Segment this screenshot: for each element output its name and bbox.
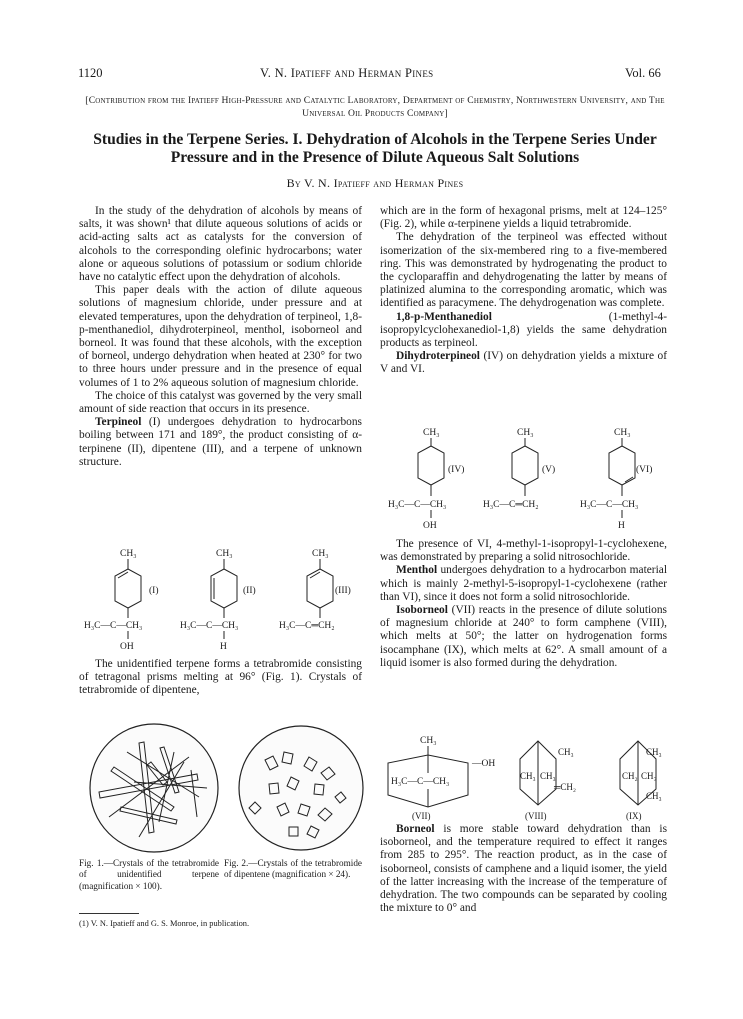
methyl-label: CH₃ — [120, 549, 137, 559]
methyl-label: CH₃ — [646, 791, 662, 801]
structures-iv-v-vi — [380, 424, 670, 536]
compound-name: Dihydroterpineol — [396, 350, 480, 363]
figure-2-caption: Fig. 2.—Crystals of the tetrabromide of dipentene (magnification × 24). — [224, 858, 362, 880]
methylene-label: ═CH₂ — [554, 782, 577, 792]
paragraph: 1,8-p-Menthanediol (1-methyl-4-isopropylcyclohexanediol-1,8) yields the same dehydration products as terpineol. — [380, 310, 667, 350]
left-column-text — [79, 205, 362, 469]
structure-ix — [620, 741, 662, 821]
compound-label: (VIII) — [525, 811, 547, 821]
structure-v — [483, 428, 555, 510]
compound-label: (IX) — [626, 811, 642, 821]
methyl-label: CH₃ — [312, 549, 329, 559]
substituent: H₃C—C—CH₃ — [580, 500, 639, 510]
paragraph: Isoborneol (VII) reacts in the presence of dilute solutions of magnesium chloride at 240° to form camphene (VIII), which melts at 50°; the latter on hydrogenation forms isocamphane (IX), which melts at 62°. A small amount of a liquid isomer is also formed during the dehydration. — [380, 604, 667, 669]
compound-label: (II) — [243, 586, 256, 596]
paragraph: Menthol undergoes dehydration to a hydrocarbon material which is mainly 2-methyl-5-isopropyl-1-cyclohexene (rather than VI), since it does not form a solid nitrosochloride. — [380, 564, 667, 603]
right-column-text-middle — [380, 538, 667, 670]
substituent: H₃C—C═CH₂ — [279, 621, 335, 631]
methyl-label: CH₃ — [420, 736, 437, 746]
figure-2-micrograph — [239, 726, 363, 850]
methyl-label: CH₃ — [216, 549, 233, 559]
right-column-text-bottom — [380, 823, 667, 915]
hydrogen-label: H — [618, 521, 625, 531]
methyl-label: CH₃ — [646, 747, 662, 757]
paragraph: which are in the form of hexagonal prisms, melt at 124–125° (Fig. 2), while α-terpinene yields a liquid tetrabromide. — [380, 205, 667, 231]
compound-name: Borneol — [396, 823, 435, 835]
paragraph: The presence of VI, 4-methyl-1-isopropyl-1-cyclohexene, was demonstrated by preparing a solid nitrosochloride. — [380, 538, 667, 564]
hydroxyl-label: OH — [423, 521, 437, 531]
paragraph: The choice of this catalyst was governed by the very small amount of side reaction that occurs in its presence. — [79, 389, 362, 416]
page-number: 1120 — [78, 66, 103, 80]
hydroxyl-label: —OH — [472, 759, 496, 769]
substituent: H₃C—C═CH₂ — [483, 500, 539, 510]
compound-name: Isoborneol — [396, 604, 448, 617]
methyl-label: CH₃ — [517, 428, 534, 438]
paragraph: The unidentified terpene forms a tetrabromide consisting of tetragonal prisms melting at 96° (Fig. 1). Crystals of tetrabromide of dipentene, — [79, 658, 362, 697]
methyl-label: CH₃ — [540, 771, 556, 781]
hydrogen-label: H — [220, 642, 227, 652]
structures-vii-viii-ix — [380, 733, 670, 821]
paragraph: Dihydroterpineol (IV) on dehydration yields a mixture of V and VI. — [380, 350, 667, 376]
methyl-label: CH₃ — [423, 428, 440, 438]
hydroxyl-label: OH — [120, 642, 134, 652]
crystal-figures — [79, 722, 364, 857]
right-column-text — [380, 205, 667, 377]
paragraph: The dehydration of the terpineol was effected without isomerization of the six-membered ring to a five-membered ring. This was demonstrated by hydrogenating the product to the cycloparaffin and dehydrogenating the latter by means of platinized alumina to the corresponding aromatic, which was identified as paracymene. The dehydrogenation was complete. — [380, 231, 667, 310]
footnote: (1) V. N. Ipatieff and G. S. Monroe, in publication. — [79, 919, 250, 928]
article-title: Studies in the Terpene Series. I. Dehydration of Alcohols in the Terpene Series Under Pressure and in the Presence of Dilute Aqueous Salt Solutions — [93, 131, 657, 166]
figure-1-micrograph — [90, 724, 218, 852]
structure-iii — [279, 549, 351, 631]
compound-name: Menthol — [396, 564, 438, 577]
running-title: V. N. Ipatieff and Herman Pines — [260, 66, 434, 80]
structure-ii — [180, 549, 256, 652]
figure-1-caption: Fig. 1.—Crystals of the tetrabromide of unidentified terpene (magnification × 100). — [79, 858, 219, 891]
structures-i-ii-iii — [79, 545, 364, 657]
compound-name: 1,8-p-Menthanediol — [396, 310, 492, 323]
compound-label: (VII) — [412, 811, 431, 821]
compound-label: (VI) — [636, 465, 653, 475]
contribution-note: [Contribution from the Ipatieff High-Pressure and Catalytic Laboratory, Department of Chemistry, Northwestern University, and The Universal Oil Products Company] — [85, 95, 665, 119]
structure-iv — [388, 428, 464, 531]
substituent: H₃C—C—CH₃ — [84, 621, 143, 631]
methyl-label: CH₃ — [520, 771, 536, 781]
structure-viii — [520, 741, 576, 821]
structure-vi — [580, 428, 652, 531]
paragraph: In the study of the dehydration of alcohols by means of salts, it was shown¹ that dilute aqueous solutions of acids or acid-acting salts act as catalysts for the conversion of alcohols to the corresponding olefinic hydrocarbons; water alone or aqueous solutions of potassium or sodium chloride have no catalytic effect upon the dehydration of alcohols. — [79, 205, 362, 284]
compound-label: (IV) — [448, 465, 465, 475]
compound-name: Terpineol — [95, 416, 142, 429]
left-column-text-continued — [79, 658, 362, 698]
substituent: H₃C—C—CH₃ — [388, 500, 447, 510]
bridge-label: H₃C—C—CH₃ — [391, 777, 450, 787]
methyl-label: CH₃ — [641, 771, 657, 781]
methyl-label: CH₃ — [558, 747, 574, 757]
footnote-rule — [79, 913, 139, 914]
compound-label: (V) — [542, 465, 556, 475]
paragraph: This paper deals with the action of dilute aqueous solutions of magnesium chloride, under pressure and at elevated temperatures, upon the dehydration of terpineol, 1,8-p-menthanediol, dihydroterpineol, menthol, isoborneol and borneol. It was found that these alcohols, with the exception of borneol, undergo dehydration when heated at 230° for two to three hours under pressure and in the presence of equal volumes of 1 to 2% aqueous solution of magnesium chloride. — [79, 284, 362, 389]
structure-i — [84, 549, 159, 652]
methylene-label: CH₂ — [622, 771, 638, 781]
volume-label: Vol. 66 — [625, 66, 661, 80]
compound-label: (III) — [335, 586, 351, 596]
paragraph: Borneol is more stable toward dehydration than is isoborneol, and the temperature required to effect it ranges from 285 to 295°. The reaction product, as in the case of isoborneol, consists of camphene and a liquid isomer, the yield of the latter increasing with the increase of the temperature of dehydration. The two compounds can be separated by cooling the mixture to 0° and — [380, 823, 667, 915]
compound-label: (I) — [149, 586, 159, 596]
methyl-label: CH₃ — [614, 428, 631, 438]
paragraph: Terpineol (I) undergoes dehydration to hydrocarbons boiling between 171 and 189°, the product consisting of α-terpinene (II), dipentene (III), and a terpene of unknown structure. — [79, 416, 362, 468]
byline: By V. N. Ipatieff and Herman Pines — [286, 176, 464, 190]
structure-vii — [388, 736, 495, 821]
substituent: H₃C—C—CH₃ — [180, 621, 239, 631]
